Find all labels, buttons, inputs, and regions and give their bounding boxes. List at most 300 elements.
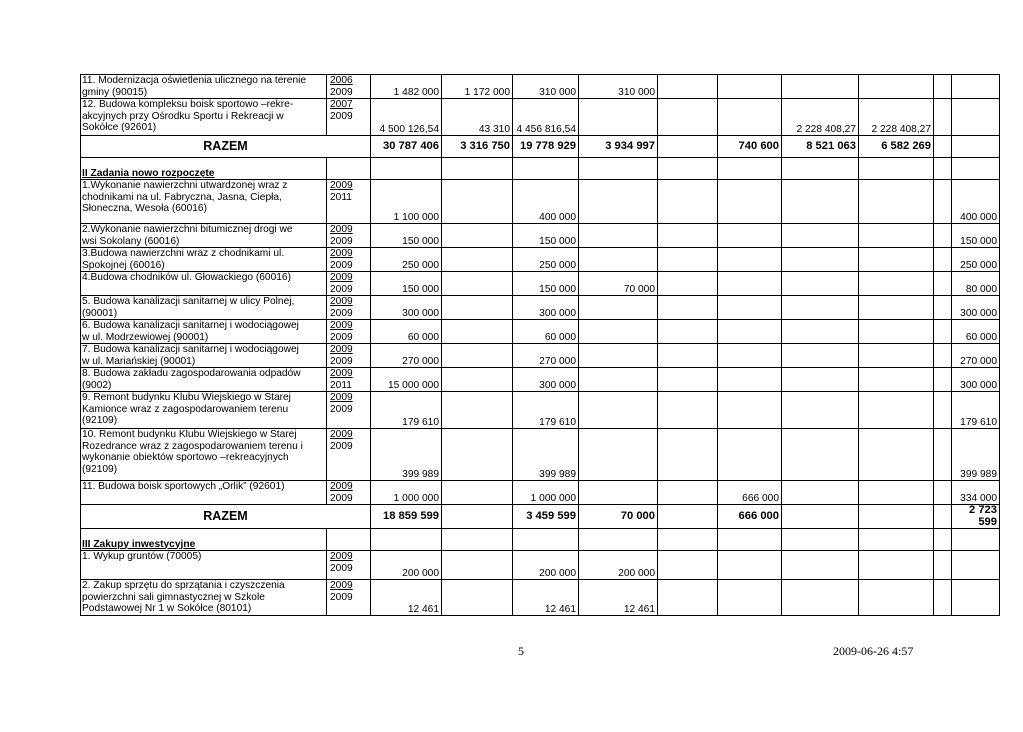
amount-cell bbox=[513, 158, 579, 180]
description-line: 5. Budowa kanalizacji sanitarnej w ulicy Polnej, bbox=[82, 296, 295, 307]
amount-cell bbox=[718, 180, 782, 224]
amount-cell bbox=[658, 272, 718, 296]
years-cell bbox=[327, 272, 371, 296]
years-cell bbox=[327, 248, 371, 272]
section-heading-row bbox=[81, 529, 1000, 551]
description-line: 10. Remont budynku Klubu Wiejskiego w Starej bbox=[82, 429, 297, 440]
amount-cell: 200 000 bbox=[371, 551, 442, 580]
end-year: 2009 bbox=[330, 591, 353, 603]
task-description bbox=[81, 180, 327, 224]
amount-cell bbox=[718, 551, 782, 580]
table-row bbox=[81, 99, 1000, 136]
amount-cell bbox=[658, 344, 718, 368]
amount-cell: 2 723 599 bbox=[952, 505, 1000, 529]
amount-cell bbox=[934, 529, 952, 551]
page-number: 5 bbox=[518, 644, 524, 658]
amount-cell bbox=[782, 580, 859, 616]
amount-cell bbox=[658, 580, 718, 616]
amount-cell bbox=[658, 248, 718, 272]
table-row bbox=[81, 551, 1000, 580]
amount-cell: 80 000 bbox=[952, 272, 1000, 296]
amount-cell bbox=[442, 272, 513, 296]
amount-cell bbox=[859, 248, 934, 272]
amount-cell bbox=[782, 248, 859, 272]
task-description bbox=[81, 392, 327, 429]
amount-cell: 3 934 997 bbox=[579, 136, 658, 158]
amount-cell: 1 100 000 bbox=[371, 180, 442, 224]
amount-cell bbox=[579, 180, 658, 224]
amount-cell: 4 456 816,54 bbox=[513, 99, 579, 136]
amount-cell bbox=[782, 551, 859, 580]
amount-cell: 399 989 bbox=[513, 429, 579, 481]
amount-cell bbox=[934, 580, 952, 616]
amount-cell: 740 600 bbox=[718, 136, 782, 158]
description-line: powierzchni sali gimnastycznej w Szkole bbox=[82, 591, 265, 603]
end-year: 2009 bbox=[330, 331, 353, 343]
description-line: 11. Budowa boisk sportowych „Orlik” (92601) bbox=[82, 481, 285, 492]
amount-cell bbox=[718, 368, 782, 392]
amount-cell: 70 000 bbox=[579, 505, 658, 529]
start-year: 2009 bbox=[330, 429, 353, 440]
amount-cell: 12 461 bbox=[579, 580, 658, 616]
description-line: 1.Wykonanie nawierzchni utwardzonej wraz z bbox=[82, 180, 288, 191]
amount-cell bbox=[658, 99, 718, 136]
start-year: 2009 bbox=[330, 272, 353, 283]
table-row bbox=[81, 344, 1000, 368]
amount-cell bbox=[952, 136, 1000, 158]
end-year: 2009 bbox=[330, 235, 353, 247]
amount-cell bbox=[859, 505, 934, 529]
description-line: w ul. Mariańskiej (90001) bbox=[82, 355, 196, 367]
amount-cell: 334 000 bbox=[952, 481, 1000, 505]
amount-cell: 150 000 bbox=[952, 224, 1000, 248]
description-line: 3.Budowa nawierzchni wraz z chodnikami ul. bbox=[82, 248, 285, 259]
amount-cell: 15 000 000 bbox=[371, 368, 442, 392]
task-description bbox=[81, 429, 327, 481]
amount-cell: 30 787 406 bbox=[371, 136, 442, 158]
amount-cell: 70 000 bbox=[579, 272, 658, 296]
amount-cell: 60 000 bbox=[513, 320, 579, 344]
amount-cell bbox=[859, 344, 934, 368]
amount-cell bbox=[859, 180, 934, 224]
amount-cell bbox=[782, 180, 859, 224]
years-cell bbox=[327, 481, 371, 505]
description-line: w ul. Modrzewiowej (90001) bbox=[82, 331, 209, 343]
description-line: akcyjnych przy Ośrodku Sportu i Rekreacji w bbox=[82, 110, 284, 122]
amount-cell: 300 000 bbox=[513, 368, 579, 392]
total-label: RAZEM bbox=[81, 505, 371, 529]
end-year: 2009 bbox=[330, 440, 353, 452]
amount-cell bbox=[658, 429, 718, 481]
amount-cell: 270 000 bbox=[513, 344, 579, 368]
amount-cell bbox=[579, 99, 658, 136]
amount-cell: 150 000 bbox=[513, 224, 579, 248]
task-description bbox=[81, 248, 327, 272]
total-row bbox=[81, 136, 1000, 158]
table-row bbox=[81, 224, 1000, 248]
start-year: 2009 bbox=[330, 180, 353, 191]
start-year: 2009 bbox=[330, 296, 353, 307]
amount-cell bbox=[782, 75, 859, 99]
amount-cell: 8 521 063 bbox=[782, 136, 859, 158]
amount-cell bbox=[952, 99, 1000, 136]
amount-cell: 399 989 bbox=[371, 429, 442, 481]
amount-cell bbox=[782, 529, 859, 551]
amount-cell: 310 000 bbox=[513, 75, 579, 99]
amount-cell: 200 000 bbox=[579, 551, 658, 580]
amount-cell bbox=[859, 429, 934, 481]
amount-cell bbox=[934, 505, 952, 529]
amount-cell: 4 500 126,54 bbox=[371, 99, 442, 136]
amount-cell: 300 000 bbox=[952, 368, 1000, 392]
end-year: 2009 bbox=[330, 110, 353, 122]
description-line: 2. Zakup sprzętu do sprzątania i czyszczenia bbox=[82, 580, 285, 591]
amount-cell bbox=[934, 158, 952, 180]
amount-cell: 400 000 bbox=[513, 180, 579, 224]
amount-cell bbox=[513, 529, 579, 551]
description-line: (90001) bbox=[82, 307, 118, 319]
table-row bbox=[81, 481, 1000, 505]
start-year: 2007 bbox=[330, 99, 353, 110]
amount-cell bbox=[718, 429, 782, 481]
amount-cell: 250 000 bbox=[513, 248, 579, 272]
description-line: 1. Wykup gruntów (70005) bbox=[82, 551, 202, 562]
table-row bbox=[81, 272, 1000, 296]
table-row bbox=[81, 429, 1000, 481]
print-timestamp: 2009-06-26 4:57 bbox=[833, 644, 914, 658]
amount-cell: 1 172 000 bbox=[442, 75, 513, 99]
investment-table bbox=[80, 74, 1000, 616]
years-cell bbox=[327, 429, 371, 481]
amount-cell bbox=[579, 392, 658, 429]
amount-cell bbox=[934, 180, 952, 224]
amount-cell bbox=[859, 296, 934, 320]
years-cell bbox=[327, 180, 371, 224]
amount-cell bbox=[782, 296, 859, 320]
amount-cell bbox=[934, 344, 952, 368]
amount-cell bbox=[442, 320, 513, 344]
amount-cell bbox=[782, 481, 859, 505]
amount-cell bbox=[658, 75, 718, 99]
amount-cell bbox=[658, 529, 718, 551]
table-row bbox=[81, 296, 1000, 320]
start-year: 2009 bbox=[330, 580, 353, 591]
description-line: Podstawowej Nr 1 w Sokółce (80101) bbox=[82, 603, 252, 614]
amount-cell bbox=[952, 580, 1000, 616]
amount-cell bbox=[718, 99, 782, 136]
years-cell bbox=[327, 320, 371, 344]
start-year: 2009 bbox=[330, 320, 353, 331]
amount-cell bbox=[934, 136, 952, 158]
task-description bbox=[81, 272, 327, 296]
amount-cell bbox=[859, 392, 934, 429]
amount-cell bbox=[718, 248, 782, 272]
table-row bbox=[81, 580, 1000, 616]
amount-cell bbox=[782, 429, 859, 481]
task-description bbox=[81, 580, 327, 616]
amount-cell bbox=[859, 481, 934, 505]
section-title bbox=[81, 529, 327, 551]
amount-cell bbox=[782, 224, 859, 248]
amount-cell bbox=[934, 551, 952, 580]
table-row bbox=[81, 392, 1000, 429]
amount-cell: 6 582 269 bbox=[859, 136, 934, 158]
task-description bbox=[81, 551, 327, 580]
amount-cell bbox=[442, 224, 513, 248]
start-year: 2006 bbox=[330, 75, 353, 86]
amount-cell: 1 000 000 bbox=[371, 481, 442, 505]
description-line: (92109) bbox=[82, 463, 118, 475]
amount-cell bbox=[718, 75, 782, 99]
amount-cell: 270 000 bbox=[371, 344, 442, 368]
amount-cell: 400 000 bbox=[952, 180, 1000, 224]
start-year: 2009 bbox=[330, 344, 353, 355]
amount-cell bbox=[579, 296, 658, 320]
amount-cell bbox=[934, 320, 952, 344]
start-year: 2009 bbox=[330, 248, 353, 259]
task-description bbox=[81, 296, 327, 320]
description-line: 7. Budowa kanalizacji sanitarnej i wodociągowej bbox=[82, 344, 299, 355]
amount-cell bbox=[934, 75, 952, 99]
amount-cell: 300 000 bbox=[513, 296, 579, 320]
amount-cell bbox=[658, 392, 718, 429]
amount-cell bbox=[859, 368, 934, 392]
amount-cell bbox=[579, 158, 658, 180]
amount-cell bbox=[718, 158, 782, 180]
amount-cell bbox=[658, 368, 718, 392]
end-year: 2009 bbox=[330, 259, 353, 271]
amount-cell bbox=[718, 272, 782, 296]
amount-cell: 150 000 bbox=[513, 272, 579, 296]
amount-cell: 3 316 750 bbox=[442, 136, 513, 158]
amount-cell bbox=[718, 580, 782, 616]
table-row bbox=[81, 180, 1000, 224]
amount-cell bbox=[934, 296, 952, 320]
amount-cell bbox=[658, 136, 718, 158]
start-year: 2009 bbox=[330, 551, 353, 562]
description-line: gminy (90015) bbox=[82, 86, 148, 98]
amount-cell bbox=[371, 158, 442, 180]
amount-cell: 250 000 bbox=[371, 248, 442, 272]
amount-cell bbox=[658, 158, 718, 180]
end-year: 2009 bbox=[330, 86, 353, 98]
amount-cell bbox=[782, 368, 859, 392]
start-year: 2009 bbox=[330, 481, 353, 492]
amount-cell bbox=[934, 99, 952, 136]
years-cell bbox=[327, 344, 371, 368]
amount-cell bbox=[934, 481, 952, 505]
years-cell bbox=[327, 158, 371, 180]
amount-cell bbox=[579, 429, 658, 481]
amount-cell bbox=[442, 529, 513, 551]
amount-cell bbox=[859, 320, 934, 344]
amount-cell bbox=[859, 580, 934, 616]
amount-cell: 300 000 bbox=[371, 296, 442, 320]
amount-cell: 666 000 bbox=[718, 481, 782, 505]
end-year: 2009 bbox=[330, 355, 353, 367]
amount-cell bbox=[442, 344, 513, 368]
section-title bbox=[81, 158, 327, 180]
amount-cell: 2 228 408,27 bbox=[782, 99, 859, 136]
years-cell bbox=[327, 392, 371, 429]
amount-cell bbox=[658, 551, 718, 580]
total-label: RAZEM bbox=[81, 136, 371, 158]
amount-cell bbox=[658, 505, 718, 529]
description-line: Spokojnej (60016) bbox=[82, 259, 165, 271]
end-year: 2009 bbox=[330, 492, 353, 504]
end-year: 2011 bbox=[330, 191, 352, 203]
description-line: Rozedrance wraz z zagospodarowaniem terenu i bbox=[82, 440, 303, 452]
amount-cell: 200 000 bbox=[513, 551, 579, 580]
task-description bbox=[81, 75, 327, 99]
amount-cell bbox=[579, 224, 658, 248]
years-cell bbox=[327, 296, 371, 320]
amount-cell bbox=[782, 344, 859, 368]
task-description bbox=[81, 481, 327, 505]
amount-cell bbox=[859, 75, 934, 99]
start-year: 2009 bbox=[330, 392, 353, 403]
amount-cell bbox=[718, 529, 782, 551]
amount-cell bbox=[859, 551, 934, 580]
amount-cell: 3 459 599 bbox=[513, 505, 579, 529]
amount-cell bbox=[718, 320, 782, 344]
amount-cell bbox=[442, 180, 513, 224]
amount-cell bbox=[718, 392, 782, 429]
amount-cell bbox=[934, 392, 952, 429]
amount-cell: 270 000 bbox=[952, 344, 1000, 368]
amount-cell bbox=[442, 505, 513, 529]
amount-cell bbox=[934, 368, 952, 392]
amount-cell bbox=[658, 224, 718, 248]
task-description bbox=[81, 368, 327, 392]
total-row bbox=[81, 505, 1000, 529]
description-line: 2.Wykonanie nawierzchni bitumicznej drogi we bbox=[82, 224, 293, 235]
amount-cell bbox=[442, 296, 513, 320]
amount-cell bbox=[859, 529, 934, 551]
amount-cell bbox=[579, 481, 658, 505]
amount-cell bbox=[859, 224, 934, 248]
amount-cell bbox=[782, 392, 859, 429]
table-row bbox=[81, 248, 1000, 272]
amount-cell bbox=[579, 320, 658, 344]
description-line: 11. Modernizacja oświetlenia ulicznego na terenie bbox=[82, 75, 307, 86]
years-cell bbox=[327, 580, 371, 616]
amount-cell bbox=[579, 248, 658, 272]
amount-cell bbox=[579, 368, 658, 392]
years-cell bbox=[327, 224, 371, 248]
amount-cell bbox=[718, 296, 782, 320]
amount-cell bbox=[658, 180, 718, 224]
amount-cell bbox=[442, 551, 513, 580]
start-year: 2009 bbox=[330, 224, 353, 235]
end-year: 2009 bbox=[330, 283, 353, 295]
amount-cell bbox=[442, 158, 513, 180]
amount-cell bbox=[442, 248, 513, 272]
amount-cell bbox=[658, 320, 718, 344]
description-line: Sokółce (92601) bbox=[82, 122, 157, 133]
end-year: 2009 bbox=[330, 307, 353, 319]
amount-cell: 19 778 929 bbox=[513, 136, 579, 158]
amount-cell: 179 610 bbox=[371, 392, 442, 429]
amount-cell bbox=[934, 272, 952, 296]
description-line: chodnikami na ul. Fabryczna, Jasna, Ciepła, bbox=[82, 191, 282, 203]
amount-cell bbox=[859, 158, 934, 180]
years-cell bbox=[327, 75, 371, 99]
amount-cell bbox=[859, 272, 934, 296]
amount-cell: 1 482 000 bbox=[371, 75, 442, 99]
amount-cell bbox=[442, 392, 513, 429]
description-line: III Zakupy inwestycyjne bbox=[82, 538, 196, 550]
amount-cell: 60 000 bbox=[371, 320, 442, 344]
amount-cell bbox=[658, 481, 718, 505]
description-line: Słoneczna, Wesoła (60016) bbox=[82, 203, 207, 214]
task-description bbox=[81, 320, 327, 344]
amount-cell bbox=[952, 158, 1000, 180]
amount-cell: 12 461 bbox=[513, 580, 579, 616]
amount-cell bbox=[371, 529, 442, 551]
amount-cell bbox=[442, 368, 513, 392]
amount-cell: 60 000 bbox=[952, 320, 1000, 344]
end-year: 2009 bbox=[330, 403, 353, 415]
description-line: Kamionce wraz z zagospodarowaniem terenu bbox=[82, 403, 289, 415]
amount-cell bbox=[782, 272, 859, 296]
amount-cell bbox=[934, 224, 952, 248]
description-line: wykonanie obiektów sportowo –rekreacyjnych bbox=[82, 452, 289, 463]
amount-cell: 12 461 bbox=[371, 580, 442, 616]
amount-cell: 1 000 000 bbox=[513, 481, 579, 505]
amount-cell bbox=[952, 529, 1000, 551]
years-cell bbox=[327, 529, 371, 551]
amount-cell: 2 228 408,27 bbox=[859, 99, 934, 136]
amount-cell: 150 000 bbox=[371, 272, 442, 296]
task-description bbox=[81, 224, 327, 248]
amount-cell bbox=[442, 481, 513, 505]
amount-cell bbox=[718, 224, 782, 248]
amount-cell bbox=[442, 429, 513, 481]
amount-cell: 310 000 bbox=[579, 75, 658, 99]
amount-cell: 179 610 bbox=[952, 392, 1000, 429]
section-heading-row bbox=[81, 158, 1000, 180]
amount-cell: 250 000 bbox=[952, 248, 1000, 272]
amount-cell: 399 989 bbox=[952, 429, 1000, 481]
description-line: (92109) bbox=[82, 415, 118, 426]
description-line: wsi Sokolany (60016) bbox=[82, 235, 180, 247]
description-line: 12. Budowa kompleksu boisk sportowo –rekre- bbox=[82, 99, 294, 110]
end-year: 2009 bbox=[330, 562, 353, 574]
amount-cell bbox=[782, 505, 859, 529]
amount-cell bbox=[718, 344, 782, 368]
amount-cell bbox=[782, 158, 859, 180]
amount-cell: 43 310 bbox=[442, 99, 513, 136]
amount-cell bbox=[579, 344, 658, 368]
table-row bbox=[81, 75, 1000, 99]
years-cell bbox=[327, 551, 371, 580]
amount-cell: 18 859 599 bbox=[371, 505, 442, 529]
task-description bbox=[81, 344, 327, 368]
amount-cell bbox=[952, 551, 1000, 580]
amount-cell: 300 000 bbox=[952, 296, 1000, 320]
amount-cell bbox=[952, 75, 1000, 99]
end-year: 2011 bbox=[330, 379, 352, 391]
amount-cell: 150 000 bbox=[371, 224, 442, 248]
amount-cell bbox=[782, 320, 859, 344]
description-line: 8. Budowa zakładu zagospodarowania odpadów bbox=[82, 368, 301, 379]
description-line: 6. Budowa kanalizacji sanitarnej i wodociągowej bbox=[82, 320, 299, 331]
amount-cell: 666 000 bbox=[718, 505, 782, 529]
amount-cell bbox=[934, 248, 952, 272]
amount-cell bbox=[934, 429, 952, 481]
start-year: 2009 bbox=[330, 368, 353, 379]
